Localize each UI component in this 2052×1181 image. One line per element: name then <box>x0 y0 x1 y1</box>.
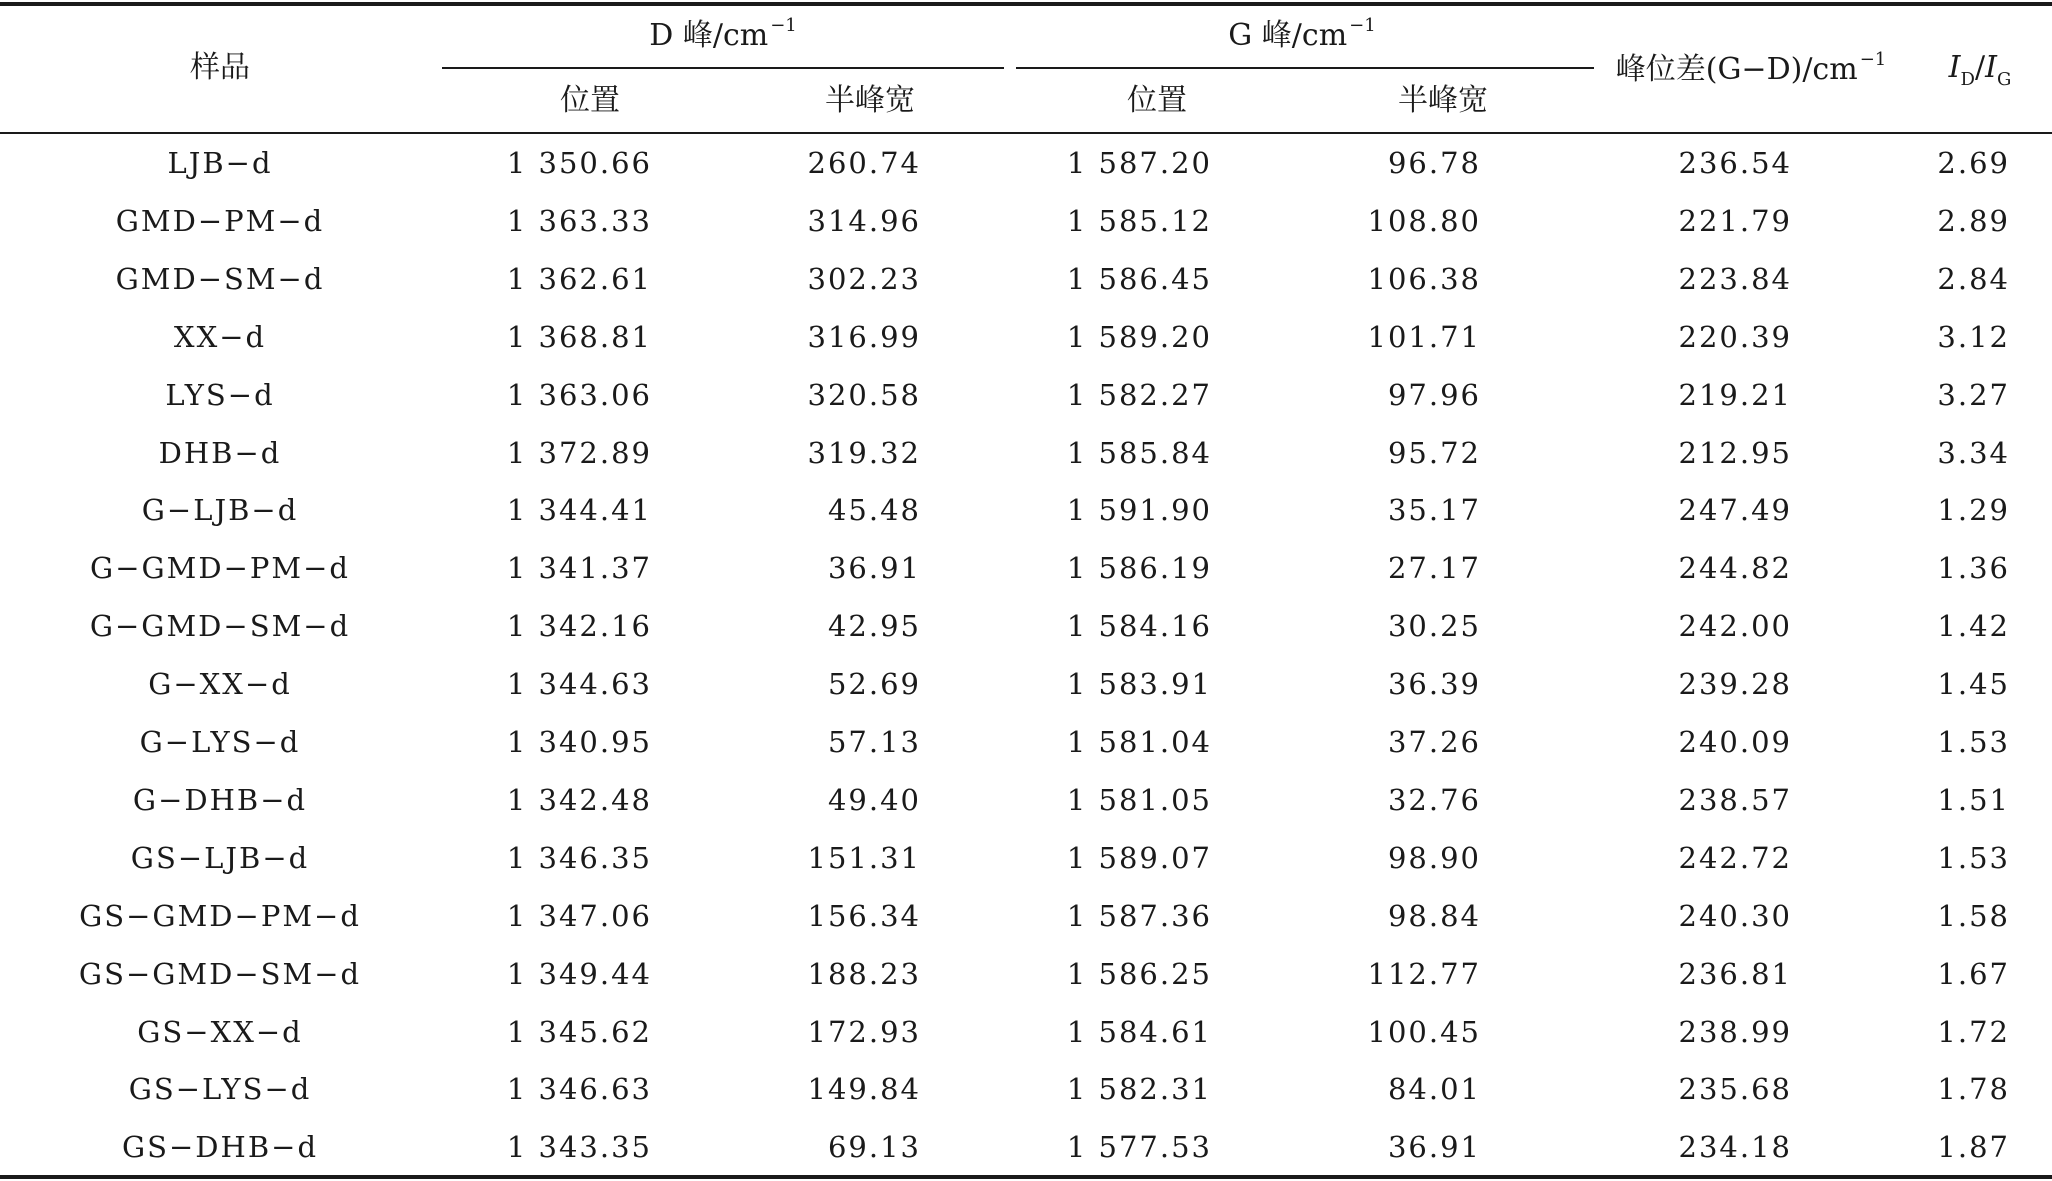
header-g-peak-label: G 峰/cm <box>1228 18 1348 53</box>
cell-peak-difference: 236.54 <box>1678 146 1792 180</box>
cell-peak-difference: 238.57 <box>1678 782 1792 817</box>
cell-d-position: 1 363.06 <box>506 377 652 412</box>
cell-peak-difference: 236.81 <box>1678 956 1792 991</box>
d-peak-group-rule <box>442 67 1004 69</box>
cell-d-fwhm: 151.31 <box>807 840 921 875</box>
cell-intensity-ratio: 1.51 <box>1937 782 2010 817</box>
header-peak-difference-unit-exponent: −1 <box>1859 49 1887 70</box>
cell-d-position: 1 346.63 <box>506 1072 652 1107</box>
cell-g-fwhm: 95.72 <box>1387 435 1481 470</box>
cell-g-position: 1 584.61 <box>1066 1014 1212 1049</box>
cell-sample: LYS−d <box>165 377 275 412</box>
table-row <box>0 366 2052 424</box>
header-g-fwhm <box>1398 83 1488 119</box>
cell-intensity-ratio: 2.89 <box>1937 203 2010 238</box>
cell-d-position: 1 341.37 <box>506 551 652 586</box>
cell-g-fwhm: 27.17 <box>1387 551 1481 586</box>
cell-g-position: 1 577.53 <box>1066 1130 1212 1165</box>
cell-sample: G−DHB−d <box>132 782 308 817</box>
cell-peak-difference: 219.21 <box>1678 377 1792 412</box>
cell-peak-difference: 235.68 <box>1678 1072 1792 1107</box>
cell-d-fwhm: 149.84 <box>807 1072 921 1107</box>
cell-d-position: 1 349.44 <box>506 956 652 991</box>
header-d-fwhm <box>825 83 915 119</box>
cell-d-position: 1 345.62 <box>506 1014 652 1049</box>
cell-g-fwhm: 112.77 <box>1367 956 1481 991</box>
cell-d-position: 1 368.81 <box>506 319 652 354</box>
cell-sample: LJB−d <box>167 146 273 180</box>
header-intensity-ratio <box>1949 50 2012 90</box>
header-ratio-ig-sub: G <box>1996 69 2012 90</box>
header-sample-label: 样品 <box>190 50 250 85</box>
cell-d-fwhm: 316.99 <box>807 319 921 354</box>
table-row <box>0 945 2052 1003</box>
cell-d-fwhm: 49.40 <box>827 782 921 817</box>
cell-d-fwhm: 314.96 <box>807 203 921 238</box>
cell-intensity-ratio: 1.67 <box>1937 956 2010 991</box>
cell-d-position: 1 344.41 <box>506 493 652 528</box>
cell-peak-difference: 238.99 <box>1678 1014 1792 1049</box>
cell-g-position: 1 584.16 <box>1066 609 1212 644</box>
cell-g-fwhm: 32.76 <box>1387 782 1481 817</box>
table-row <box>0 308 2052 366</box>
cell-peak-difference: 247.49 <box>1678 493 1792 528</box>
cell-g-position: 1 581.05 <box>1066 782 1212 817</box>
cell-intensity-ratio: 2.69 <box>1937 146 2010 180</box>
cell-d-fwhm: 302.23 <box>807 261 921 296</box>
table-row <box>0 250 2052 308</box>
cell-d-position: 1 343.35 <box>506 1130 652 1165</box>
cell-sample: GMD−SM−d <box>115 261 325 296</box>
cell-peak-difference: 242.72 <box>1678 840 1792 875</box>
cell-peak-difference: 242.00 <box>1678 609 1792 644</box>
cell-g-position: 1 589.20 <box>1066 319 1212 354</box>
cell-d-position: 1 372.89 <box>506 435 652 470</box>
table-row <box>0 829 2052 887</box>
header-g-peak-unit-exponent: −1 <box>1349 15 1376 36</box>
cell-sample: G−GMD−SM−d <box>89 609 351 644</box>
cell-g-fwhm: 36.91 <box>1387 1130 1481 1165</box>
cell-g-fwhm: 96.78 <box>1387 146 1481 180</box>
cell-g-fwhm: 97.96 <box>1387 377 1481 412</box>
cell-g-position: 1 589.07 <box>1066 840 1212 875</box>
cell-g-fwhm: 36.39 <box>1387 667 1481 702</box>
cell-d-position: 1 342.16 <box>506 609 652 644</box>
cell-peak-difference: 244.82 <box>1678 551 1792 586</box>
cell-intensity-ratio: 2.84 <box>1937 261 2010 296</box>
cell-peak-difference: 212.95 <box>1678 435 1792 470</box>
header-ratio-id-sub: D <box>1960 69 1975 90</box>
cell-g-fwhm: 101.71 <box>1367 319 1481 354</box>
cell-d-fwhm: 172.93 <box>807 1014 921 1049</box>
header-g-fwhm-label: 半峰宽 <box>1398 83 1488 118</box>
cell-d-fwhm: 36.91 <box>827 551 921 586</box>
cell-g-fwhm: 84.01 <box>1387 1072 1481 1107</box>
cell-sample: G−LJB−d <box>141 493 299 528</box>
cell-sample: DHB−d <box>158 435 282 470</box>
table-row <box>0 655 2052 713</box>
header-g-position <box>1127 83 1187 119</box>
header-d-peak-unit-exponent: −1 <box>770 15 797 36</box>
cell-g-fwhm: 98.90 <box>1387 840 1481 875</box>
cell-intensity-ratio: 1.53 <box>1937 725 2010 759</box>
cell-intensity-ratio: 1.29 <box>1937 493 2010 528</box>
cell-d-position: 1 363.33 <box>506 203 652 238</box>
cell-intensity-ratio: 1.78 <box>1937 1072 2010 1107</box>
table-row <box>0 192 2052 250</box>
cell-d-position: 1 346.35 <box>506 840 652 875</box>
header-d-peak-label: D 峰/cm <box>649 18 769 53</box>
cell-g-position: 1 585.84 <box>1066 435 1212 470</box>
cell-sample: G−LYS−d <box>139 725 301 759</box>
cell-g-position: 1 581.04 <box>1066 725 1212 759</box>
cell-d-fwhm: 42.95 <box>827 609 921 644</box>
header-d-position <box>560 83 620 119</box>
cell-g-fwhm: 35.17 <box>1387 493 1481 528</box>
cell-g-fwhm: 37.26 <box>1387 725 1481 759</box>
cell-sample: GS−XX−d <box>137 1014 303 1049</box>
cell-d-fwhm: 156.34 <box>807 898 921 933</box>
cell-g-position: 1 587.36 <box>1066 898 1212 933</box>
cell-intensity-ratio: 3.12 <box>1937 319 2010 354</box>
cell-d-position: 1 344.63 <box>506 667 652 702</box>
cell-d-fwhm: 320.58 <box>807 377 921 412</box>
header-sample <box>190 50 250 86</box>
cell-d-fwhm: 69.13 <box>827 1130 921 1165</box>
table-row <box>0 539 2052 597</box>
cell-peak-difference: 220.39 <box>1678 319 1792 354</box>
cell-intensity-ratio: 1.36 <box>1937 551 2010 586</box>
cell-g-position: 1 582.31 <box>1066 1072 1212 1107</box>
cell-intensity-ratio: 1.53 <box>1937 840 2010 875</box>
header-g-position-label: 位置 <box>1127 83 1187 118</box>
cell-sample: GS−LYS−d <box>128 1072 312 1107</box>
cell-intensity-ratio: 1.72 <box>1937 1014 2010 1049</box>
table-row <box>0 1003 2052 1061</box>
cell-sample: GS−GMD−PM−d <box>79 898 361 933</box>
cell-d-fwhm: 52.69 <box>827 667 921 702</box>
cell-d-fwhm: 188.23 <box>807 956 921 991</box>
table-row <box>0 771 2052 829</box>
cell-g-fwhm: 100.45 <box>1367 1014 1481 1049</box>
cell-g-position: 1 582.27 <box>1066 377 1212 412</box>
header-peak-difference-label: 峰位差(G−D)/cm <box>1615 52 1858 87</box>
g-peak-group-rule <box>1016 67 1594 69</box>
cell-d-position: 1 347.06 <box>506 898 652 933</box>
table-row <box>0 1060 2052 1118</box>
table-row <box>0 134 2052 192</box>
header-d-fwhm-label: 半峰宽 <box>825 83 915 118</box>
header-ratio-id: I <box>1948 50 1961 85</box>
cell-sample: GS−DHB−d <box>121 1130 319 1165</box>
cell-d-fwhm: 260.74 <box>807 146 921 180</box>
cell-d-fwhm: 57.13 <box>827 725 921 759</box>
table-top-rule <box>0 2 2052 6</box>
cell-sample: XX−d <box>173 319 267 354</box>
cell-intensity-ratio: 1.87 <box>1937 1130 2010 1165</box>
cell-g-position: 1 586.25 <box>1066 956 1212 991</box>
cell-d-position: 1 340.95 <box>506 725 652 759</box>
cell-intensity-ratio: 3.27 <box>1937 377 2010 412</box>
cell-peak-difference: 221.79 <box>1678 203 1792 238</box>
cell-sample: GS−LJB−d <box>130 840 310 875</box>
cell-intensity-ratio: 1.45 <box>1937 667 2010 702</box>
table-row <box>0 887 2052 945</box>
cell-peak-difference: 240.30 <box>1678 898 1792 933</box>
cell-intensity-ratio: 3.34 <box>1937 435 2010 470</box>
cell-d-fwhm: 319.32 <box>807 435 921 470</box>
cell-sample: GS−GMD−SM−d <box>78 956 362 991</box>
header-d-position-label: 位置 <box>560 83 620 118</box>
header-ratio-ig: I <box>1985 50 1997 85</box>
table-row <box>0 713 2052 771</box>
cell-g-fwhm: 108.80 <box>1367 203 1481 238</box>
cell-g-position: 1 591.90 <box>1066 493 1212 528</box>
table-row <box>0 1118 2052 1176</box>
cell-g-position: 1 586.45 <box>1066 261 1212 296</box>
cell-d-position: 1 350.66 <box>506 146 652 180</box>
header-d-peak <box>649 15 797 58</box>
cell-sample: GMD−PM−d <box>115 203 325 238</box>
cell-d-position: 1 362.61 <box>506 261 652 296</box>
cell-peak-difference: 234.18 <box>1678 1130 1792 1165</box>
header-peak-difference <box>1615 49 1887 92</box>
header-ratio-slash: / <box>1974 50 1986 85</box>
cell-peak-difference: 239.28 <box>1678 667 1792 702</box>
table-row <box>0 424 2052 482</box>
cell-sample: G−GMD−PM−d <box>90 551 350 586</box>
cell-d-fwhm: 45.48 <box>827 493 921 528</box>
cell-g-position: 1 585.12 <box>1066 203 1212 238</box>
cell-g-fwhm: 106.38 <box>1367 261 1481 296</box>
cell-intensity-ratio: 1.42 <box>1937 609 2010 644</box>
cell-g-fwhm: 30.25 <box>1387 609 1481 644</box>
cell-d-position: 1 342.48 <box>506 782 652 817</box>
cell-g-fwhm: 98.84 <box>1387 898 1481 933</box>
cell-g-position: 1 583.91 <box>1066 667 1212 702</box>
table-row <box>0 481 2052 539</box>
cell-g-position: 1 587.20 <box>1066 146 1212 180</box>
cell-peak-difference: 223.84 <box>1678 261 1792 296</box>
cell-sample: G−XX−d <box>148 667 292 702</box>
cell-peak-difference: 240.09 <box>1678 725 1792 759</box>
cell-g-position: 1 586.19 <box>1066 551 1212 586</box>
cell-intensity-ratio: 1.58 <box>1937 898 2010 933</box>
header-g-peak <box>1228 15 1376 58</box>
table-row <box>0 597 2052 655</box>
